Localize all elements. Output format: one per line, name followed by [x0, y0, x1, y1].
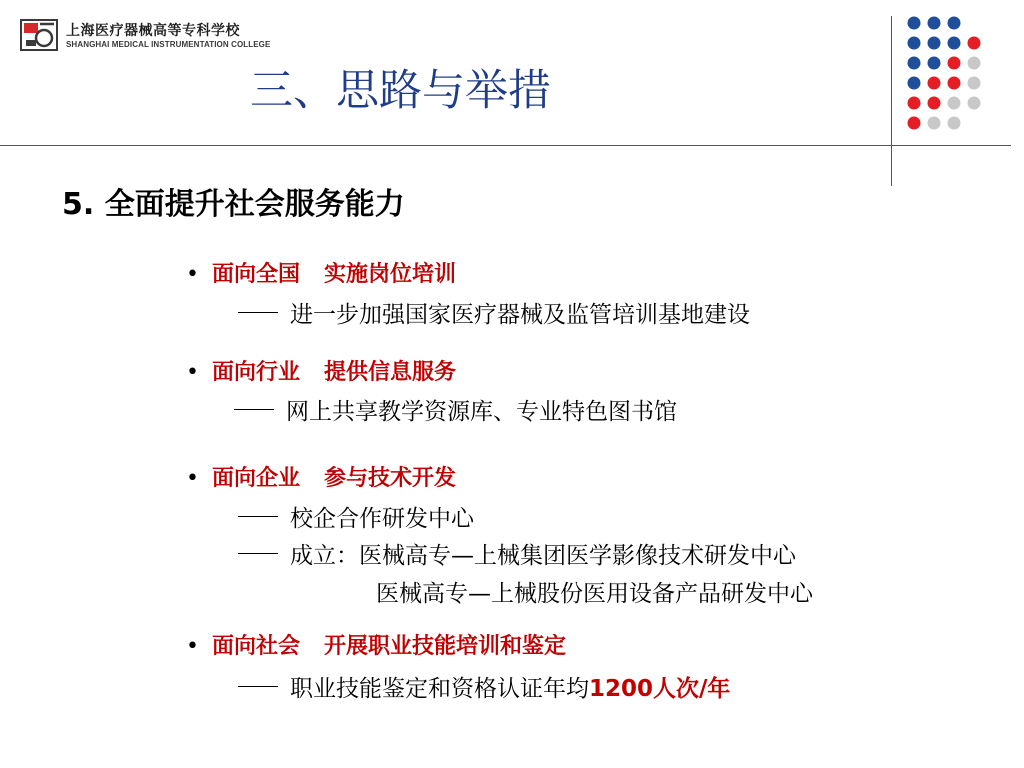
- decorative-dot: [948, 77, 961, 90]
- sub-line-text: 校企合作研发中心: [290, 506, 474, 532]
- decorative-dot: [968, 57, 981, 70]
- section-heading: 5. 全面提升社会服务能力: [62, 187, 405, 222]
- bullet-dot-icon: •: [186, 466, 199, 491]
- dash-icon: [238, 686, 278, 687]
- bullet-heading-b: 提供信息服务: [324, 360, 457, 385]
- decorative-dot: [928, 37, 941, 50]
- bullet-heading-a: 面向社会: [212, 634, 301, 659]
- bullet-heading-b: 开展职业技能培训和鉴定: [324, 634, 567, 659]
- sub-line: [238, 545, 796, 568]
- bullet-dot-icon: •: [186, 360, 199, 385]
- decorative-dot: [908, 57, 921, 70]
- dash-icon: [238, 516, 278, 517]
- decorative-dot: [908, 17, 921, 30]
- sub-line: [234, 401, 677, 424]
- sub-line-text: 职业技能鉴定和资格认证年均: [290, 676, 589, 702]
- decorative-dot: [928, 17, 941, 30]
- dash-icon: [238, 553, 278, 554]
- highlight-figure: 1200人次/年: [589, 676, 731, 702]
- sub-line: [238, 508, 474, 531]
- decorative-dot: [928, 117, 941, 130]
- decorative-dot: [948, 17, 961, 30]
- decorative-dot: [928, 97, 941, 110]
- bullet-heading-a: 面向行业: [212, 360, 301, 385]
- college-emblem-icon: [20, 18, 60, 52]
- bullet-heading-a: 面向全国: [212, 262, 301, 287]
- bullet-dot-icon: •: [186, 262, 199, 287]
- logo-chinese-name: 上海医疗器械高等专科学校: [66, 23, 240, 39]
- sub-line: [238, 678, 730, 701]
- decorative-dot: [948, 57, 961, 70]
- bullet-heading-b: 实施岗位培训: [324, 262, 457, 287]
- slide-title: 三、思路与举措: [250, 66, 551, 116]
- bullet-item-enterprise: [186, 468, 456, 490]
- decorative-dot: [908, 37, 921, 50]
- header-divider-horizontal: [0, 145, 1011, 146]
- decorative-dot: [948, 37, 961, 50]
- decorative-dot: [968, 77, 981, 90]
- decorative-dot: [908, 117, 921, 130]
- decorative-dot: [908, 97, 921, 110]
- dash-icon: [234, 409, 274, 410]
- decorative-dot: [948, 117, 961, 130]
- dash-icon: [238, 312, 278, 313]
- sub-line-text: 进一步加强国家医疗器械及监管培训基地建设: [290, 302, 750, 328]
- sub-line-continuation: 医械高专—上械股份医用设备产品研发中心: [376, 581, 813, 607]
- decorative-dot: [928, 57, 941, 70]
- logo-english-name: SHANGHAI MEDICAL INSTRUMENTATION COLLEGE: [66, 40, 271, 49]
- decorative-dot-grid: [900, 12, 1000, 142]
- decorative-dot: [928, 77, 941, 90]
- decorative-dot: [948, 97, 961, 110]
- decorative-dot: [968, 97, 981, 110]
- decorative-dot: [968, 37, 981, 50]
- bullet-item-industry: [186, 362, 456, 384]
- college-logo: [20, 18, 271, 54]
- header-divider-vertical: [891, 16, 892, 186]
- bullet-heading-b: 参与技术开发: [324, 466, 457, 491]
- decorative-dot: [908, 77, 921, 90]
- sub-line: [238, 304, 750, 327]
- bullet-heading-a: 面向企业: [212, 466, 301, 491]
- sub-line-text: 网上共享教学资源库、专业特色图书馆: [286, 399, 677, 425]
- bullet-item-society: [186, 636, 566, 658]
- sub-line-text: 成立：医械高专—上械集团医学影像技术研发中心: [290, 543, 796, 569]
- bullet-item-nationwide: [186, 264, 456, 286]
- bullet-dot-icon: •: [186, 634, 199, 659]
